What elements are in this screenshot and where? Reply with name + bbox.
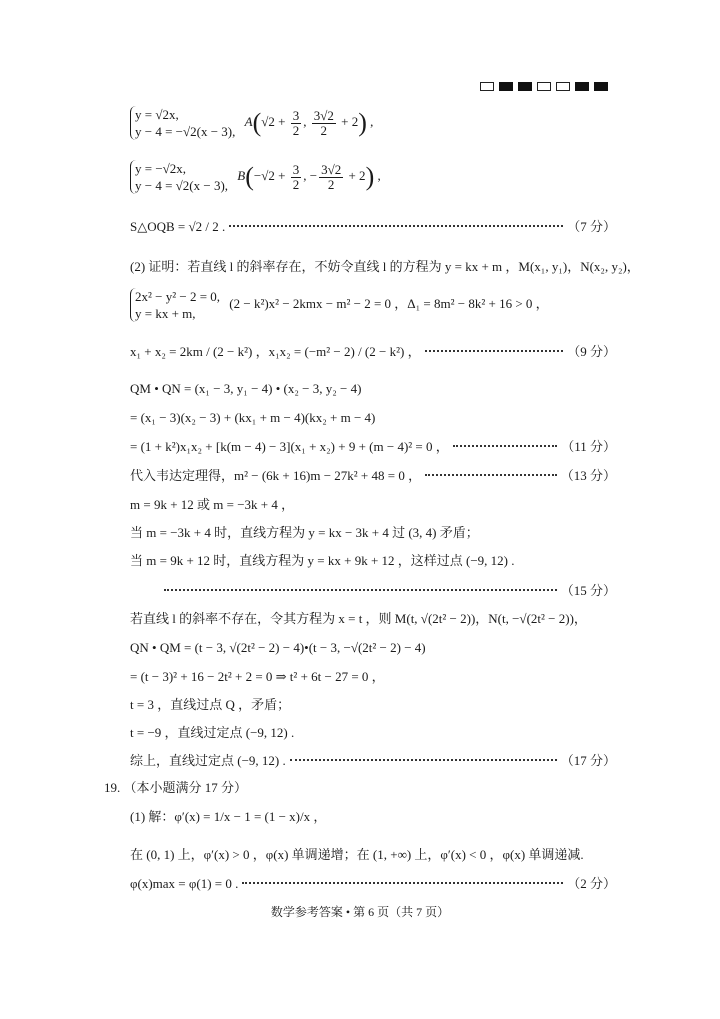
t-equals-3: t = 3 ，直线过点 Q ，矛盾； <box>130 697 291 712</box>
vieta-sub-row <box>130 467 616 485</box>
system-3-eq-b: y = kx + m, <box>135 306 196 321</box>
leader-dots <box>229 225 563 227</box>
score15-row <box>160 582 616 600</box>
max-value: φ(x)max = φ(1) = 0 . <box>130 876 239 891</box>
system-2-eq-a: y = −√2x, <box>135 161 187 176</box>
page-marks <box>480 82 608 91</box>
leader-dots <box>290 759 557 761</box>
score-9: （9 分） <box>567 344 616 359</box>
system-2-eq-b: y − 4 = √2(x − 3), <box>135 178 229 193</box>
mark-fill <box>594 82 608 91</box>
point-a-label: A <box>244 113 253 129</box>
system-1-row: y = √2x, y − 4 = −√2(x − 3), A(√2 + $\frac{3}{2}$ , $\frac{3√2}{2}$ + 2) , <box>130 106 616 140</box>
dot-product-2: = (x₁ − 3)(x₂ − 3) + (kx₁ + m − 4)(kx₂ + m − 4) <box>130 410 376 425</box>
dot3-row <box>130 438 616 456</box>
monotonicity: 在 (0, 1) 上，φ′(x) > 0 ，φ(x) 单调递增；在 (1, +∞) 上，φ′(x) < 0 ，φ(x) 单调递减. <box>130 847 584 862</box>
score-13: （13 分） <box>560 468 616 483</box>
leader-dots <box>242 882 563 884</box>
system-3-eq-a: 2x² − y² − 2 = 0, <box>135 289 221 304</box>
system-1 <box>130 106 235 140</box>
question-19-heading: 19. （本小题满分 17 分） <box>104 780 248 795</box>
conclusion: 综上，直线过定点 (−9, 12) . <box>130 753 286 768</box>
mark-open <box>556 82 570 91</box>
dot-product-3: = (1 + k²)x₁x₂ + [k(m − 4) − 3](x₁ + x₂) + 9 + (m − 4)² = 0 ， <box>130 439 449 454</box>
score-7: （7 分） <box>567 219 616 234</box>
question-19-part-1: (1) 解：φ′(x) = 1/x − 1 = (1 − x)/x ， <box>130 809 327 824</box>
vieta-row <box>130 343 616 361</box>
mark-fill <box>518 82 532 91</box>
conclusion-row <box>130 752 616 770</box>
leader-dots <box>425 350 564 352</box>
area-formula: S△OQB = √2 / 2 . <box>130 219 226 234</box>
max-row <box>130 875 616 893</box>
proof-intro: (2) 证明：若直线 l 的斜率存在，不妨令直线 l 的方程为 y = kx + m ，M(x₁, y₁)，N(x₂, y₂)， <box>130 259 640 274</box>
vieta-substitution: 代入韦达定理得，m² − (6k + 16)m − 27k² + 48 = 0 ， <box>130 468 422 483</box>
system-2-row: y = −√2x, y − 4 = √2(x − 3), B(−√2 + $\frac{3}{2}$ , − $\frac{3√2}{2}$ + 2) , <box>130 160 616 194</box>
mark-open <box>480 82 494 91</box>
leader-dots <box>425 474 557 476</box>
system-3-row <box>130 288 616 322</box>
vertical-dot-2: = (t − 3)² + 16 − 2t² + 2 = 0 ⇒ t² + 6t − 27 = 0 ， <box>130 669 385 684</box>
quadratic-eq: (2 − k²)x² − 2kmx − m² − 2 = 0 ，Δ₁ = 8m² − 8k² + 16 > 0 ， <box>229 295 549 311</box>
area-row <box>130 218 616 236</box>
score-17: （17 分） <box>560 753 616 768</box>
t-equals-minus-9: t = −9 ，直线过定点 (−9, 12) . <box>130 725 295 740</box>
score-11: （11 分） <box>561 439 616 454</box>
score-15: （15 分） <box>560 583 616 598</box>
system-2 <box>130 160 228 194</box>
mark-fill <box>575 82 589 91</box>
vertical-case: 若直线 l 的斜率不存在，令其方程为 x = t ，则 M(t, √(2t² − 2))，N(t, −√(2t² − 2))， <box>130 611 587 626</box>
system-3 <box>130 288 220 322</box>
dot-product-1: QM • QN = (x₁ − 3, y₁ − 4) • (x₂ − 3, y₂ − 4) <box>130 381 362 396</box>
page-footer: 数学参考答案 • 第 6 页（共 7 页） <box>270 905 450 919</box>
mark-fill <box>499 82 513 91</box>
case-2: 当 m = 9k + 12 时，直线方程为 y = kx + 9k + 12 ，这样过点 (−9, 12) . <box>130 553 515 568</box>
score-2: （2 分） <box>567 876 616 891</box>
leader-dots <box>164 589 557 591</box>
system-1-eq-b: y − 4 = −√2(x − 3), <box>135 124 236 139</box>
mark-open <box>537 82 551 91</box>
vieta-formula: x₁ + x₂ = 2km / (2 − k²) ，x₁x₂ = (−m² − 2) / (2 − k²) ， <box>130 344 421 359</box>
case-1: 当 m = −3k + 4 时，直线方程为 y = kx − 3k + 4 过 (3, 4) 矛盾； <box>130 525 479 540</box>
point-b-label: B <box>237 167 246 183</box>
leader-dots <box>453 445 557 447</box>
system-1-eq-a: y = √2x, <box>135 107 179 122</box>
vertical-dot-1: QN • QM = (t − 3, √(2t² − 2) − 4)•(t − 3, −√(2t² − 2) − 4) <box>130 640 426 655</box>
m-roots: m = 9k + 12 或 m = −3k + 4 ， <box>130 497 295 512</box>
